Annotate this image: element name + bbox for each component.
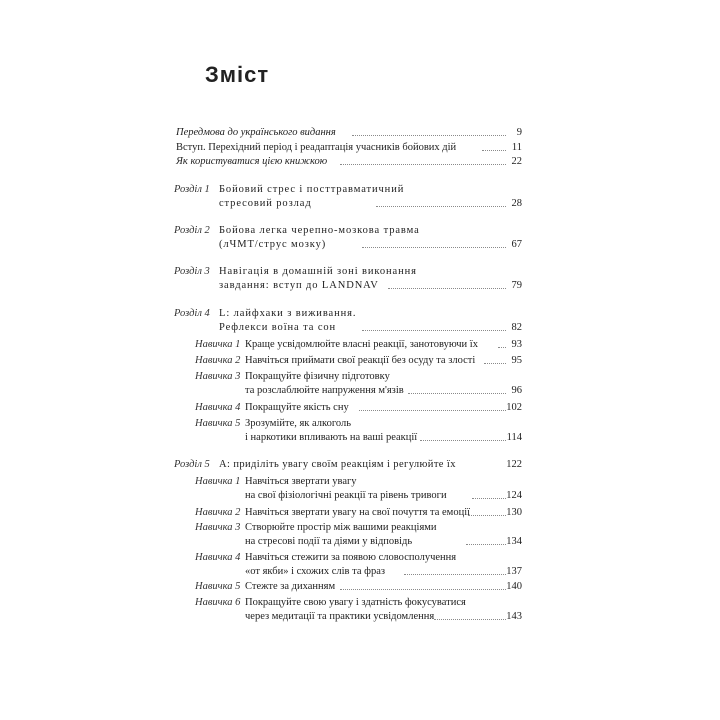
chapter-label: Розділ 5 (174, 459, 210, 470)
toc-skill (0, 551, 720, 565)
page-number: 95 (511, 355, 522, 366)
skill-title-line: Навчіться приймати свої реакції без осуду та злості (245, 355, 476, 366)
skill-label: Навичка 4 (195, 402, 241, 413)
toc-skill-cont (0, 610, 720, 624)
page-number: 82 (511, 322, 522, 333)
skill-title-line: на свої фізіологічні реакції та рівень тривоги (245, 490, 447, 501)
chapter-title-line: Навігація в домашній зоні виконання (219, 266, 417, 277)
leader-dots (340, 164, 506, 165)
skill-label: Навичка 5 (195, 581, 241, 592)
page-title: Зміст (205, 62, 270, 87)
leader-dots (376, 206, 506, 207)
leader-dots (340, 589, 506, 590)
toc-skill (0, 338, 720, 352)
toc-skill (0, 401, 720, 415)
page-number: 96 (511, 385, 522, 396)
entry-label: Вступ. (176, 142, 206, 153)
leader-dots (404, 574, 506, 575)
skill-title-line: Стежте за диханням (245, 581, 336, 592)
skill-label: Навичка 3 (195, 371, 241, 382)
skill-title-line: Навчіться звертати увагу (245, 476, 357, 487)
leader-dots (468, 515, 506, 516)
chapter-title-line: (лЧМТ/струс мозку) (219, 239, 327, 250)
toc-skill (0, 596, 720, 610)
leader-dots (388, 288, 506, 289)
skill-title-line: через медитації та практики усвідомлення (245, 611, 435, 622)
toc-skill-cont (0, 384, 720, 398)
toc-chapter-3-cont (0, 279, 720, 293)
leader-dots (359, 410, 506, 411)
leader-dots (434, 619, 506, 620)
page-number: 79 (511, 280, 522, 291)
toc-chapter-2-cont (0, 238, 720, 252)
chapter-title-line: Бойовий стрес і посттравматичний (219, 184, 405, 195)
chapter-title-line: L: лайфхаки з виживання. (219, 308, 357, 319)
skill-title-line: Покращуйте якість сну (245, 402, 349, 413)
leader-dots (472, 498, 506, 499)
leader-dots (466, 544, 506, 545)
page-number: 124 (506, 490, 522, 501)
leader-dots (352, 135, 506, 136)
chapter-label: Розділ 3 (174, 266, 210, 277)
page-number: 114 (506, 432, 522, 443)
toc-skill-cont (0, 431, 720, 445)
toc-skill-cont (0, 535, 720, 549)
page-number: 67 (511, 239, 522, 250)
leader-dots (408, 393, 506, 394)
toc-chapter-1-cont (0, 197, 720, 211)
page-number: 122 (506, 459, 522, 470)
skill-label: Навичка 2 (195, 507, 241, 518)
toc-skill (0, 506, 720, 520)
toc-skill-cont (0, 565, 720, 579)
chapter-title-line: завдання: вступ до LANDNAV (219, 280, 379, 291)
chapter-title-line: Бойова легка черепно-мозкова травма (219, 225, 420, 236)
skill-label: Навичка 4 (195, 552, 241, 563)
chapter-title-line: А: приділіть увагу своїм реакціям і регулюйте їх (219, 459, 456, 470)
skill-label: Навичка 1 (195, 476, 241, 487)
toc-chapter-2 (0, 224, 720, 238)
skill-label: Навичка 1 (195, 339, 241, 350)
toc-entry-howto (0, 155, 720, 169)
skill-label: Навичка 3 (195, 522, 241, 533)
page-number: 130 (506, 507, 522, 518)
toc-entry-foreword (0, 126, 720, 140)
leader-dots (482, 150, 506, 151)
toc-skill (0, 521, 720, 535)
skill-label: Навичка 5 (195, 418, 241, 429)
page-number: 140 (506, 581, 522, 592)
page-number: 22 (511, 156, 522, 167)
toc-skill (0, 354, 720, 368)
page-number: 102 (506, 402, 522, 413)
skill-title-line: Покращуйте свою увагу і здатність фокусуватися (245, 597, 466, 608)
chapter-label: Розділ 4 (174, 308, 210, 319)
page-number: 137 (506, 566, 522, 577)
toc-entry-intro (0, 141, 720, 155)
page-number: 9 (516, 127, 522, 138)
toc-skill (0, 475, 720, 489)
chapter-title-line: стресовий розлад (219, 198, 312, 209)
skill-title-line: на стресові події та діями у відповідь (245, 536, 413, 547)
skill-title-line: Покращуйте фізичну підготовку (245, 371, 390, 382)
toc-chapter-4 (0, 307, 720, 321)
skill-label: Навичка 2 (195, 355, 241, 366)
skill-title-line: Навчіться звертати увагу на свої почуття та емоції (245, 507, 471, 518)
skill-title-line: та розслаблюйте напруження м'язів (245, 385, 404, 396)
entry-text: Передмова до українського видання (176, 127, 336, 138)
page-number: 28 (511, 198, 522, 209)
toc-skill (0, 417, 720, 431)
leader-dots (420, 440, 506, 441)
chapter-title-line: Рефлекси воїна та сон (219, 322, 337, 333)
leader-dots (498, 347, 506, 348)
chapter-label: Розділ 1 (174, 184, 210, 195)
page-number: 143 (506, 611, 522, 622)
skill-title-line: Навчіться стежити за появою словосполучення (245, 552, 457, 563)
leader-dots (362, 247, 506, 248)
leader-dots (362, 330, 506, 331)
page-number: 134 (506, 536, 522, 547)
leader-dots (484, 363, 506, 364)
toc-skill (0, 580, 720, 594)
skill-label: Навичка 6 (195, 597, 241, 608)
toc-chapter-1 (0, 183, 720, 197)
skill-title-line: Створюйте простір між вашими реакціями (245, 522, 437, 533)
entry-text: Як користуватися цією книжкою (176, 156, 328, 167)
skill-title-line: Зрозумійте, як алкоголь (245, 418, 352, 429)
toc-chapter-3 (0, 265, 720, 279)
toc-chapter-4-cont (0, 321, 720, 335)
skill-title-line: Краще усвідомлюйте власні реакції, занотовуючи їх (245, 339, 478, 350)
chapter-label: Розділ 2 (174, 225, 210, 236)
entry-title: Перехідний період і реадаптація учасників бойових дій (205, 142, 457, 153)
skill-title-line: «от якби» і схожих слів та фраз (245, 566, 385, 577)
skill-title-line: і наркотики впливають на ваші реакції (245, 432, 418, 443)
page-number: 11 (511, 142, 522, 153)
page-number: 93 (511, 339, 522, 350)
toc-skill (0, 370, 720, 384)
entry-text (176, 141, 456, 155)
toc-skill-cont (0, 489, 720, 503)
toc-chapter-5 (0, 458, 720, 472)
